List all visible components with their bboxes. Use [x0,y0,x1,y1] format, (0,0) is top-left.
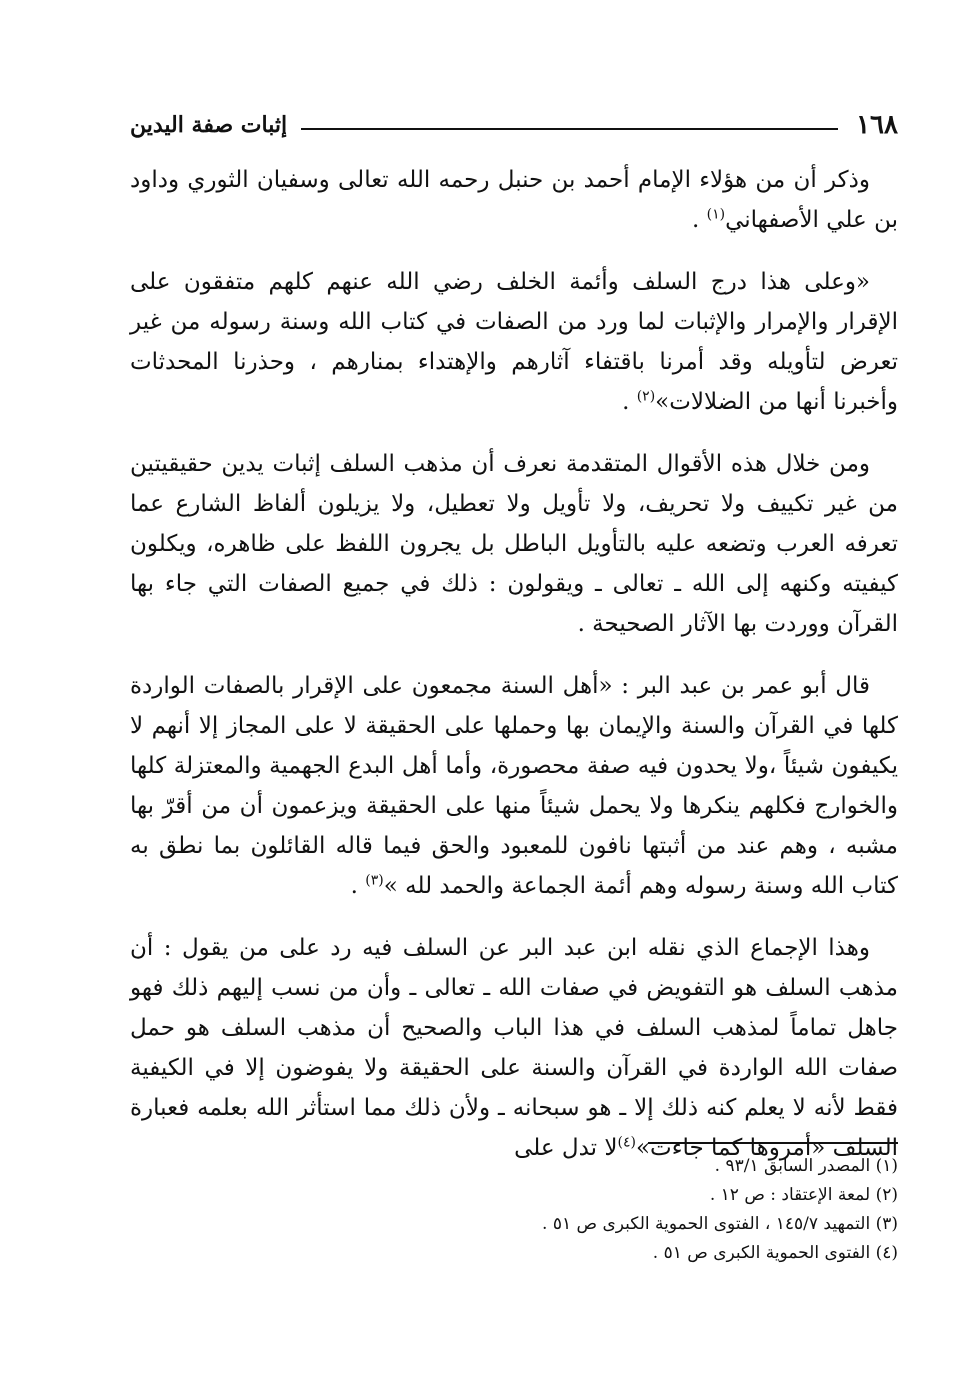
running-title: إثبات صفة اليدين [130,112,288,138]
paragraph-tail: . [692,207,707,233]
main-text [130,160,898,1190]
footnote-item: (٣) التمهيد ١٤٥/٧ ، الفتوى الحموية الكبرى ص ٥١ . [542,1214,898,1234]
footnote-item: (٢) لمعة الإعتقاد : ص ١٢ . [709,1185,898,1205]
paragraph-1 [130,160,898,240]
paragraph-2 [130,262,898,422]
footnote-item: (٤) الفتوى الحموية الكبرى ص ٥١ . [652,1243,898,1263]
footnotes [400,1152,898,1268]
paragraph-tail: لا تدل على [514,1135,618,1161]
paragraph-text: ومن خلال هذه الأقوال المتقدمة نعرف أن مذهب السلف إثبات يدين حقيقيتين من غير تكييف ولا تحريف، ولا تأويل ولا تعطيل، ولا يزيلون ألفاظ الشارع عما تعرفه العرب وتضعه عليه بالتأويل الباطل بل يجرون اللفظ على ظاهره، ويكلون كيفيته وكنهه إلى الله ـ تعالى ـ ويقولون : ذلك في جميع الصفات التي جاء بها القرآن ووردت بها الآثار الصحيحة . [130,451,898,637]
footnote-ref: (١) [706,206,726,223]
footnote-ref: (٢) [636,388,656,405]
footnote-item: (١) المصدر السابق ٩٣/١ . [714,1156,898,1176]
header-rule [301,128,838,130]
paragraph-5 [130,928,898,1168]
paragraph-text: قال أبو عمر بن عبد البر : «أهل السنة مجمعون على الإقرار بالصفات الواردة كلها في القرآن والسنة والإيمان بها وحملها على الحقيقة لا على المجاز إلا أنهم لا يكيفون شيئاً ،ولا يحدون فيه صفة محصورة، وأما أهل البدع الجهمية والمعتزلة كلها والخوارج فكلهم ينكرها ولا يحمل شيئاً منها على الحقيقة ويزعمون أن من أقرّ بها مشبه ، وهم عند من أثبتها نافون للمعبود والحق فيما قاله القائلون بما نطق به كتاب الله وسنة رسوله وهم أئمة الجماعة والحمد لله » [130,673,898,899]
page-number: ١٦٨ [856,110,898,140]
paragraph-4 [130,666,898,906]
paragraph-text: «وعلى هذا درج السلف وأئمة الخلف رضي الله عنهم كلهم متفقون على الإقرار والإمرار والإثبات لما ورد من الصفات في كتاب الله وسنة رسوله من غير تعرض لتأويله وقد أمرنا باقتفاء آثارهم والإهتداء بمنارهم ، وحذرنا المحدثات وأخبرنا أنها من الضلالات» [130,269,898,415]
paragraph-text: وذكر أن من هؤلاء الإمام أحمد بن حنبل رحمه الله تعالى وسفيان الثوري وداود بن علي الأصفهاني [130,167,898,233]
paragraph-3 [130,444,898,644]
footnote-ref: (٣) [365,872,384,889]
footnote-ref: (٤) [617,1134,636,1151]
footnote-divider [648,1142,898,1144]
paragraph-tail: . [622,389,637,415]
paragraph-text: وهذا الإجماع الذي نقله ابن عبد البر عن السلف فيه رد على من يقول : أن مذهب السلف هو التفويض في صفات الله ـ تعالى ـ وأن من نسب إليهم ذلك فهو جاهل تماماً لمذهب السلف في هذا الباب والصحيح أن مذهب السلف هو حمل صفات الله الواردة في القرآن والسنة على الحقيقة ولا يفوضون إلا في الكيفية فقط لأنه لا يعلم كنه ذلك إلا ـ هو سبحانه ـ ولأن ذلك مما استأثر الله بعلمه فعبارة السلف «أمروها كما جاءت» [130,935,898,1161]
paragraph-tail: . [350,873,366,899]
page-header [130,105,898,145]
